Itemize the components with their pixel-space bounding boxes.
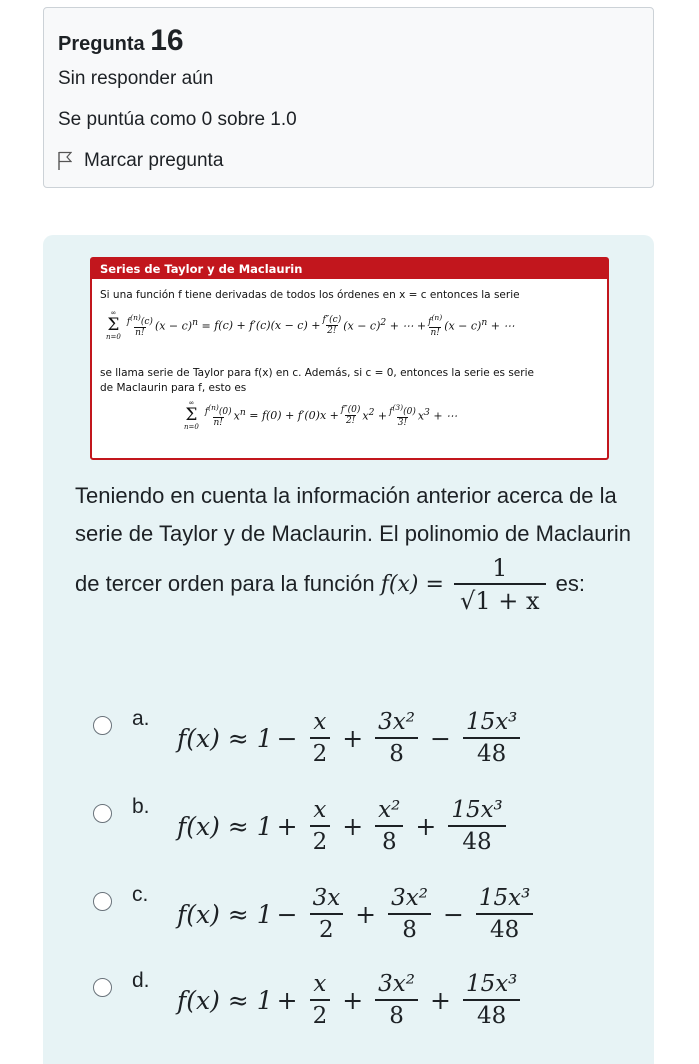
question-label: Pregunta: [58, 33, 145, 55]
function-lhs: f(x) =: [380, 571, 444, 597]
question-prompt: Teniendo en cuenta la información anterior acerca de la serie de Taylor y de Maclaurin. El polinomio de Maclaurin de tercer orden para la función: [75, 483, 631, 596]
flag-question-label: Marcar pregunta: [84, 150, 224, 171]
flag-question-button[interactable]: [58, 150, 223, 172]
maclaurin-formula-terms: = f(0) + f′(0)x +: [249, 408, 339, 422]
question-status: Sin responder aún: [58, 68, 214, 89]
function-denominator: √1 + x: [454, 583, 545, 617]
option-letter: c.: [132, 883, 149, 906]
taylor-formula: ∞ Σ n=0 $\frac{f^{(n)}(c)}{n!}$ $(x - c)^n$ = f(c) + f′(c)(x − c) + $\frac{f''(c)}{2!}$ $(x - c)^2$ + ⋯ + $\frac{f^{(n)}}{n!}$ $(x - c)^n$ + ⋯: [106, 309, 515, 341]
question-text: [75, 477, 635, 617]
question-title: [58, 24, 184, 58]
option-letter: d.: [132, 969, 150, 992]
answer-option-b[interactable]: [93, 791, 633, 861]
card-mid-line-2: de Maclaurin para f, esto es: [100, 382, 247, 394]
answer-option-d[interactable]: [93, 965, 633, 1035]
function-fraction: [454, 553, 545, 617]
taylor-info-card: [90, 257, 609, 460]
question-grade: Se puntúa como 0 sobre 1.0: [58, 109, 297, 130]
card-mid-line-1: se llama serie de Taylor para f(x) en c. Además, si c = 0, entonces la serie es serie: [100, 367, 534, 379]
function-numerator: 1: [492, 554, 508, 582]
option-formula: f(x) ≈ 1 − $\frac{x}{2}$ + $\frac{\text{3x²}}{8}$ − $\frac{\text{15x³}}{48}$: [177, 703, 528, 773]
maclaurin-formula: ∞ Σ n=0 $\frac{f^{(n)}(0)}{n!}$ $x^n$ = f(0) + f′(0)x + $\frac{f''(0)}{2!}$ $x^2$ + $\frac{f^{(3)}(0)}{3!}$ $x^3$ + ⋯: [184, 399, 458, 431]
option-letter: b.: [132, 795, 150, 818]
taylor-formula-terms: f(c) + f′(c)(x − c) +: [214, 318, 321, 332]
question-info-box: [43, 7, 654, 188]
option-letter: a.: [132, 707, 150, 730]
option-formula: f(x) ≈ 1 + $\frac{x}{2}$ + $\frac{\text{3x²}}{8}$ + $\frac{\text{15x³}}{48}$: [177, 965, 528, 1035]
radio-button[interactable]: [93, 716, 112, 735]
card-intro: Si una función f tiene derivadas de todos los órdenes en x = c entonces la serie: [100, 289, 520, 301]
question-suffix: es:: [555, 570, 585, 596]
radio-button[interactable]: [93, 978, 112, 997]
option-formula: f(x) ≈ 1 − $\frac{3x}{2}$ + $\frac{\text{3x²}}{8}$ − $\frac{\text{15x³}}{48}$: [177, 879, 541, 949]
radio-button[interactable]: [93, 892, 112, 911]
card-header: Series de Taylor y de Maclaurin: [92, 259, 607, 279]
answer-option-c[interactable]: [93, 879, 633, 949]
question-number: 16: [150, 24, 184, 57]
answer-option-a[interactable]: [93, 703, 633, 773]
radio-button[interactable]: [93, 804, 112, 823]
option-formula: f(x) ≈ 1 + $\frac{x}{2}$ + $\frac{\text{x²}}{8}$ + $\frac{\text{15x³}}{48}$: [177, 791, 514, 861]
flag-icon: [58, 151, 72, 171]
question-content: [43, 235, 654, 1064]
